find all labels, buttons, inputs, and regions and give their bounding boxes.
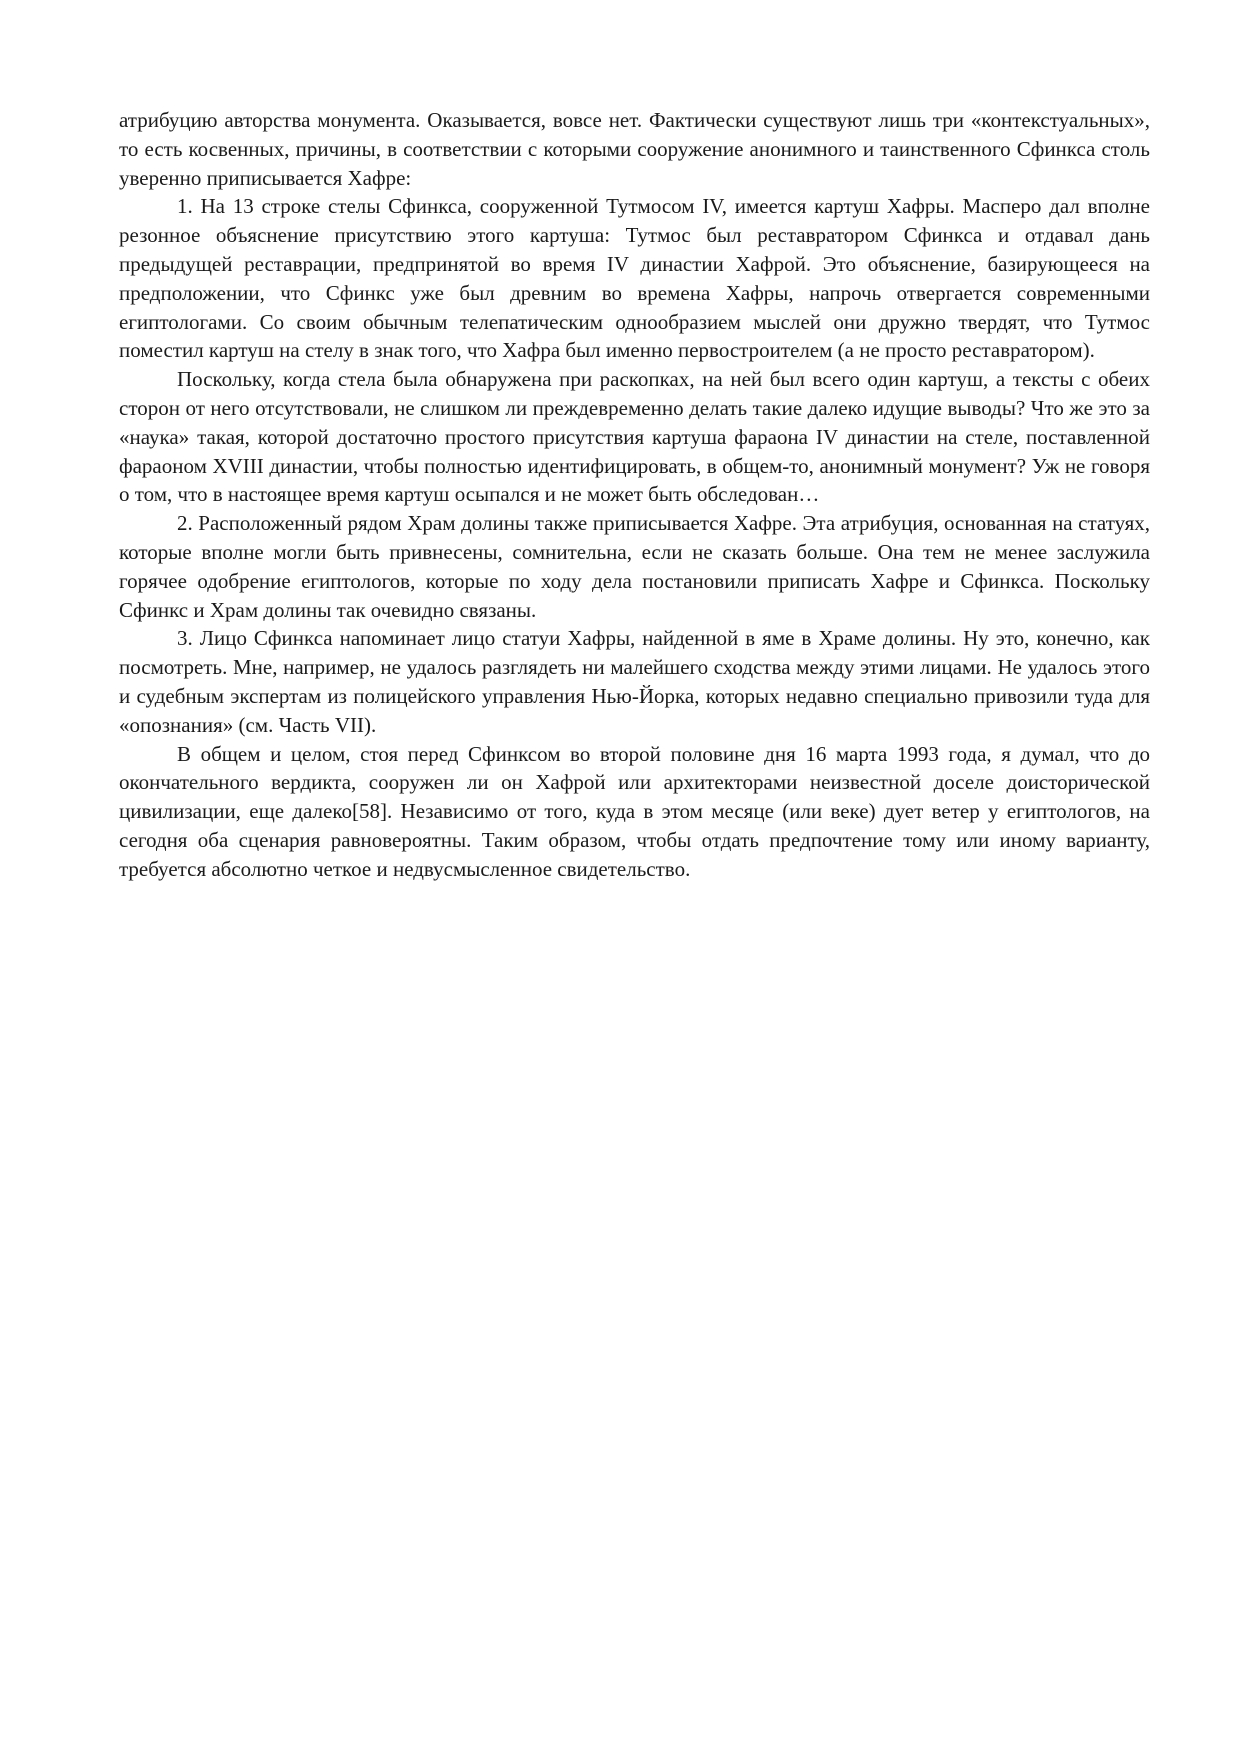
paragraph-attribution-intro: атрибуцию авторства монумента. Оказывается, вовсе нет. Фактически существуют лишь три «контекстуальных», то есть косвенных, причины, в соответствии с которыми сооружение анонимного и таинственного Сфинкса столь уверенно приписывается Хафре: [119, 108, 1150, 190]
document-page [119, 106, 1150, 884]
paragraph-stela-doubt: Поскольку, когда стела была обнаружена при раскопках, на ней был всего один картуш, а тексты с обеих сторон от него отсутствовали, не слишком ли преждевременно делать такие далеко идущие выводы? Что же это за «наука» такая, которой достаточно простого присутствия картуша фараона IV династии на стеле, поставленной фараоном XVIII династии, чтобы полностью идентифицировать, в общем-то, анонимный монумент? Уж не говоря о том, что в настоящее время картуш осыпался и не может быть обследован… [119, 367, 1150, 507]
paragraph-reason-valley-temple: 2. Расположенный рядом Храм долины также приписывается Хафре. Эта атрибуция, основанная на статуях, которые вполне могли быть привнесены, сомнительна, если не сказать больше. Она тем не менее заслужила горячее одобрение египтологов, которые по ходу дела постановили приписать Хафре и Сфинкса. Поскольку Сфинкс и Храм долины так очевидно связаны. [119, 511, 1150, 622]
paragraph-reason-face: 3. Лицо Сфинкса напоминает лицо статуи Хафры, найденной в яме в Храме долины. Ну это, конечно, как посмотреть. Мне, например, не удалось разглядеть ни малейшего сходства между этими лицами. Не удалось этого и судебным экспертам из полицейского управления Нью-Йорка, которых недавно специально привозили туда для «опознания» (см. Часть VII). [119, 626, 1150, 737]
paragraph-reason-stela: 1. На 13 строке стелы Сфинкса, сооруженной Тутмосом IV, имеется картуш Хафры. Масперо дал вполне резонное объяснение присутствию этого картуша: Тутмос был реставратором Сфинкса и отдавал дань предыдущей реставрации, предпринятой во время IV династии Хафрой. Это объяснение, базирующееся на предположении, что Сфинкс уже был древним во времена Хафры, напрочь отвергается современными египтологами. Со своим обычным телепатическим однообразием мыслей они дружно твердят, что Тутмос поместил картуш на стелу в знак того, что Хафра был именно первостроителем (а не просто реставратором). [119, 194, 1150, 363]
paragraph-conclusion: В общем и целом, стоя перед Сфинксом во второй половине дня 16 марта 1993 года, я думал, что до окончательного вердикта, сооружен ли он Хафрой или архитекторами неизвестной доселе доисторической цивилизации, еще далеко[58]. Независимо от того, куда в этом месяце (или веке) дует ветер у египтологов, на сегодня оба сценария равновероятны. Таким образом, чтобы отдать предпочтение тому или иному варианту, требуется абсолютно четкое и недвусмысленное свидетельство. [119, 741, 1150, 881]
